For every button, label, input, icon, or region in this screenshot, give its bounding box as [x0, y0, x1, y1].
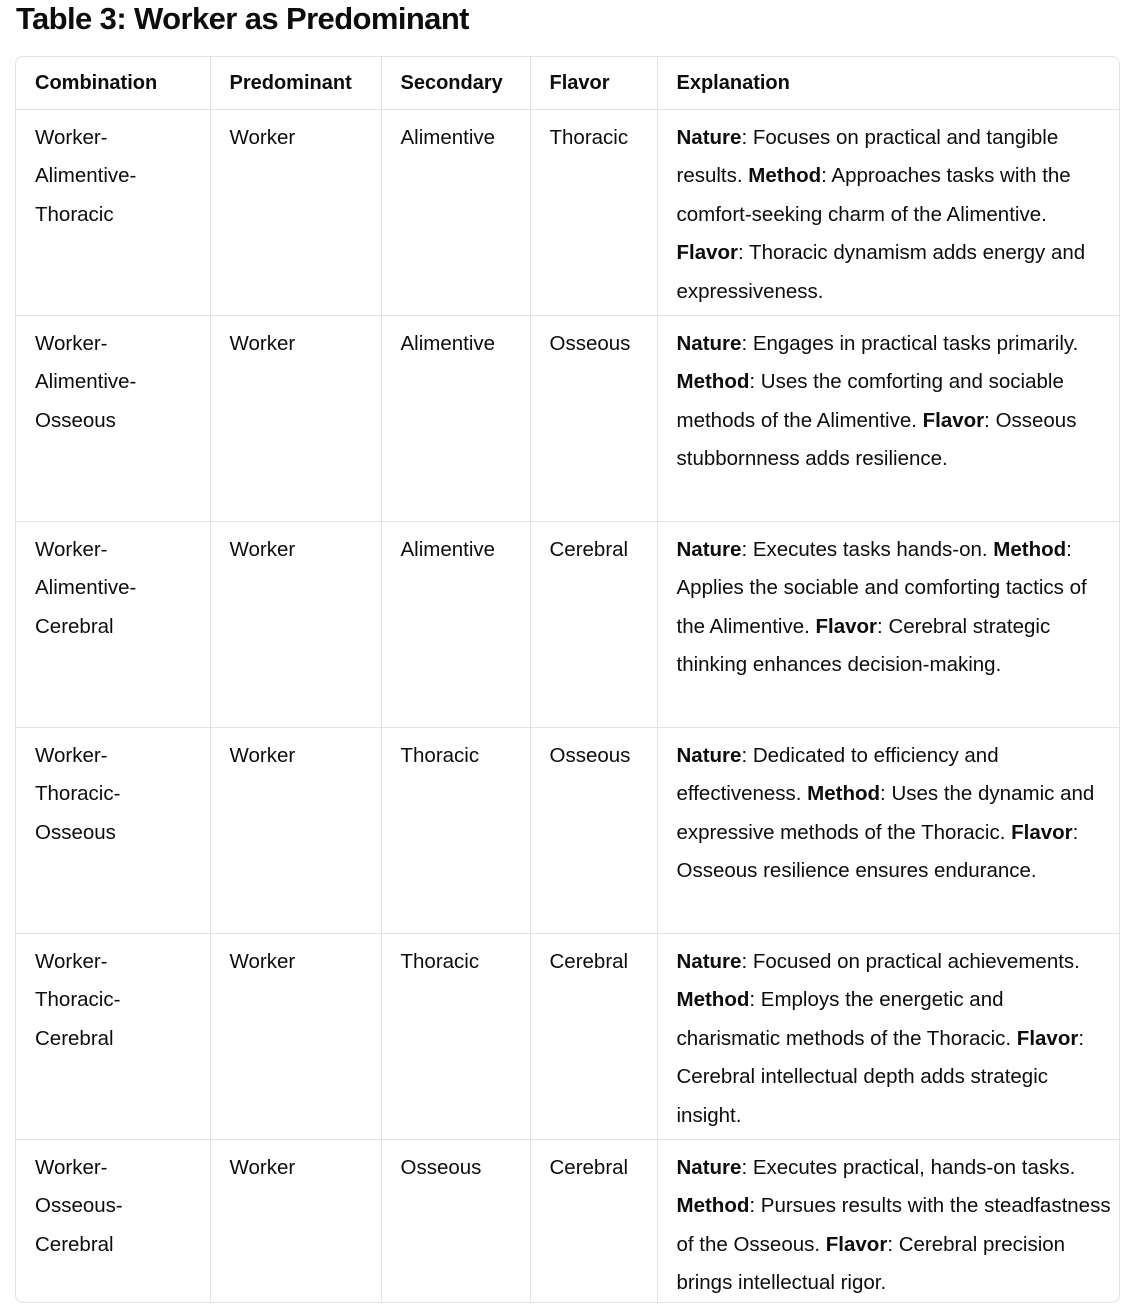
table-title: Table 3: Worker as Predominant — [16, 1, 469, 36]
flavor-label: Flavor — [825, 1232, 888, 1256]
combination-part: Osseous- — [35, 1194, 123, 1218]
method-text: : Uses the comforting and sociable methods of the Alimentive. — [676, 370, 1064, 432]
flavor-text: : Osseous stubbornness adds resilience. — [676, 408, 1077, 471]
table-row — [16, 934, 1119, 1140]
header-combination: Combination — [16, 57, 210, 110]
nature-text: : Engages in practical tasks primarily. — [741, 332, 1079, 355]
method-text: : Approaches tasks with the comfort-seeking charm of the Alimentive. — [676, 164, 1071, 226]
combination-part: Worker- — [35, 950, 108, 973]
header-row — [16, 57, 1119, 110]
nature-text: : Focused on practical achievements. — [741, 950, 1080, 973]
method-label: Method — [807, 782, 881, 806]
combination-cell — [16, 934, 210, 1140]
flavor-text: : Cerebral precision brings intellectual rigor. — [676, 1232, 1066, 1295]
flavor-label: Flavor — [1011, 820, 1073, 844]
flavor-cell: Osseous — [530, 728, 657, 934]
explanation-cell — [657, 110, 1119, 316]
nature-label: Nature — [676, 950, 742, 973]
flavor-cell: Osseous — [530, 316, 657, 522]
nature-label: Nature — [676, 744, 742, 767]
combination-cell — [16, 110, 210, 316]
combination-cell — [16, 1140, 210, 1304]
combination-part: Thoracic — [35, 202, 114, 226]
flavor-text: : Osseous resilience ensures endurance. — [676, 820, 1079, 883]
method-label: Method — [676, 370, 750, 394]
combination-part: Alimentive- — [35, 164, 137, 188]
predominant-cell: Worker — [210, 934, 381, 1140]
combination-part: Worker- — [35, 538, 108, 561]
method-label: Method — [676, 1194, 750, 1218]
secondary-cell: Alimentive — [381, 316, 530, 522]
flavor-cell: Thoracic — [530, 110, 657, 316]
table-row — [16, 522, 1119, 728]
combination-part: Worker- — [35, 744, 108, 767]
explanation-cell — [657, 1140, 1119, 1304]
explanation-cell — [657, 934, 1119, 1140]
nature-label: Nature — [676, 1156, 742, 1179]
table-container — [15, 56, 1120, 1303]
combination-cell — [16, 522, 210, 728]
table-row — [16, 316, 1119, 522]
method-text: : Uses the dynamic and expressive methods of the Thoracic. — [676, 782, 1095, 844]
flavor-label: Flavor — [1016, 1026, 1079, 1050]
secondary-cell: Osseous — [381, 1140, 530, 1304]
table-row — [16, 110, 1119, 316]
predominant-cell: Worker — [210, 110, 381, 316]
header-flavor: Flavor — [530, 57, 657, 110]
combination-part: Thoracic- — [35, 782, 121, 806]
secondary-cell: Thoracic — [381, 728, 530, 934]
combination-part: Cerebral — [35, 614, 114, 638]
flavor-label: Flavor — [922, 408, 985, 432]
method-text: : Employs the energetic and charismatic methods of the Thoracic. — [676, 988, 1017, 1050]
method-label: Method — [748, 164, 822, 188]
combination-cell — [16, 316, 210, 522]
explanation-cell — [657, 316, 1119, 522]
combination-part: Worker- — [35, 1156, 108, 1179]
combination-part: Cerebral — [35, 1232, 114, 1256]
secondary-cell: Thoracic — [381, 934, 530, 1140]
predominant-cell: Worker — [210, 1140, 381, 1304]
combination-part: Osseous — [35, 820, 116, 844]
method-label: Method — [993, 538, 1067, 561]
flavor-cell: Cerebral — [530, 1140, 657, 1304]
flavor-text: : Cerebral strategic thinking enhances decision-making. — [676, 614, 1051, 677]
flavor-label: Flavor — [815, 614, 878, 638]
method-text: : Pursues results with the steadfastness of the Osseous. — [676, 1194, 1111, 1256]
combination-part: Osseous — [35, 408, 116, 432]
table-row — [16, 728, 1119, 934]
secondary-cell: Alimentive — [381, 110, 530, 316]
combination-cell — [16, 728, 210, 934]
flavor-cell: Cerebral — [530, 934, 657, 1140]
header-predominant: Predominant — [210, 57, 381, 110]
nature-text: : Executes tasks hands-on. — [741, 538, 994, 561]
combination-part: Thoracic- — [35, 988, 121, 1012]
flavor-cell: Cerebral — [530, 522, 657, 728]
method-label: Method — [676, 988, 750, 1012]
predominant-cell: Worker — [210, 522, 381, 728]
combination-part: Cerebral — [35, 1026, 114, 1050]
combination-part: Alimentive- — [35, 370, 137, 394]
flavor-text: : Cerebral intellectual depth adds strategic insight. — [676, 1026, 1085, 1127]
nature-label: Nature — [676, 332, 742, 355]
predominant-cell: Worker — [210, 316, 381, 522]
flavor-text: : Thoracic dynamism adds energy and expressiveness. — [676, 241, 1086, 303]
header-explanation: Explanation — [657, 57, 1119, 110]
method-text: : Applies the sociable and comforting tactics of the Alimentive. — [676, 538, 1087, 638]
combinations-table — [16, 57, 1119, 1303]
flavor-label: Flavor — [676, 241, 739, 265]
combination-part: Worker- — [35, 332, 108, 355]
table-row — [16, 1140, 1119, 1304]
explanation-cell — [657, 728, 1119, 934]
combination-part: Worker- — [35, 126, 108, 149]
table-body — [16, 110, 1119, 1304]
predominant-cell: Worker — [210, 728, 381, 934]
nature-text: : Dedicated to efficiency and effectiveness. — [676, 744, 999, 806]
header-secondary: Secondary — [381, 57, 530, 110]
secondary-cell: Alimentive — [381, 522, 530, 728]
nature-label: Nature — [676, 126, 742, 149]
combination-part: Alimentive- — [35, 576, 137, 600]
explanation-cell — [657, 522, 1119, 728]
nature-text: : Focuses on practical and tangible results. — [676, 126, 1059, 188]
nature-text: : Executes practical, hands-on tasks. — [741, 1156, 1076, 1179]
nature-label: Nature — [676, 538, 742, 561]
